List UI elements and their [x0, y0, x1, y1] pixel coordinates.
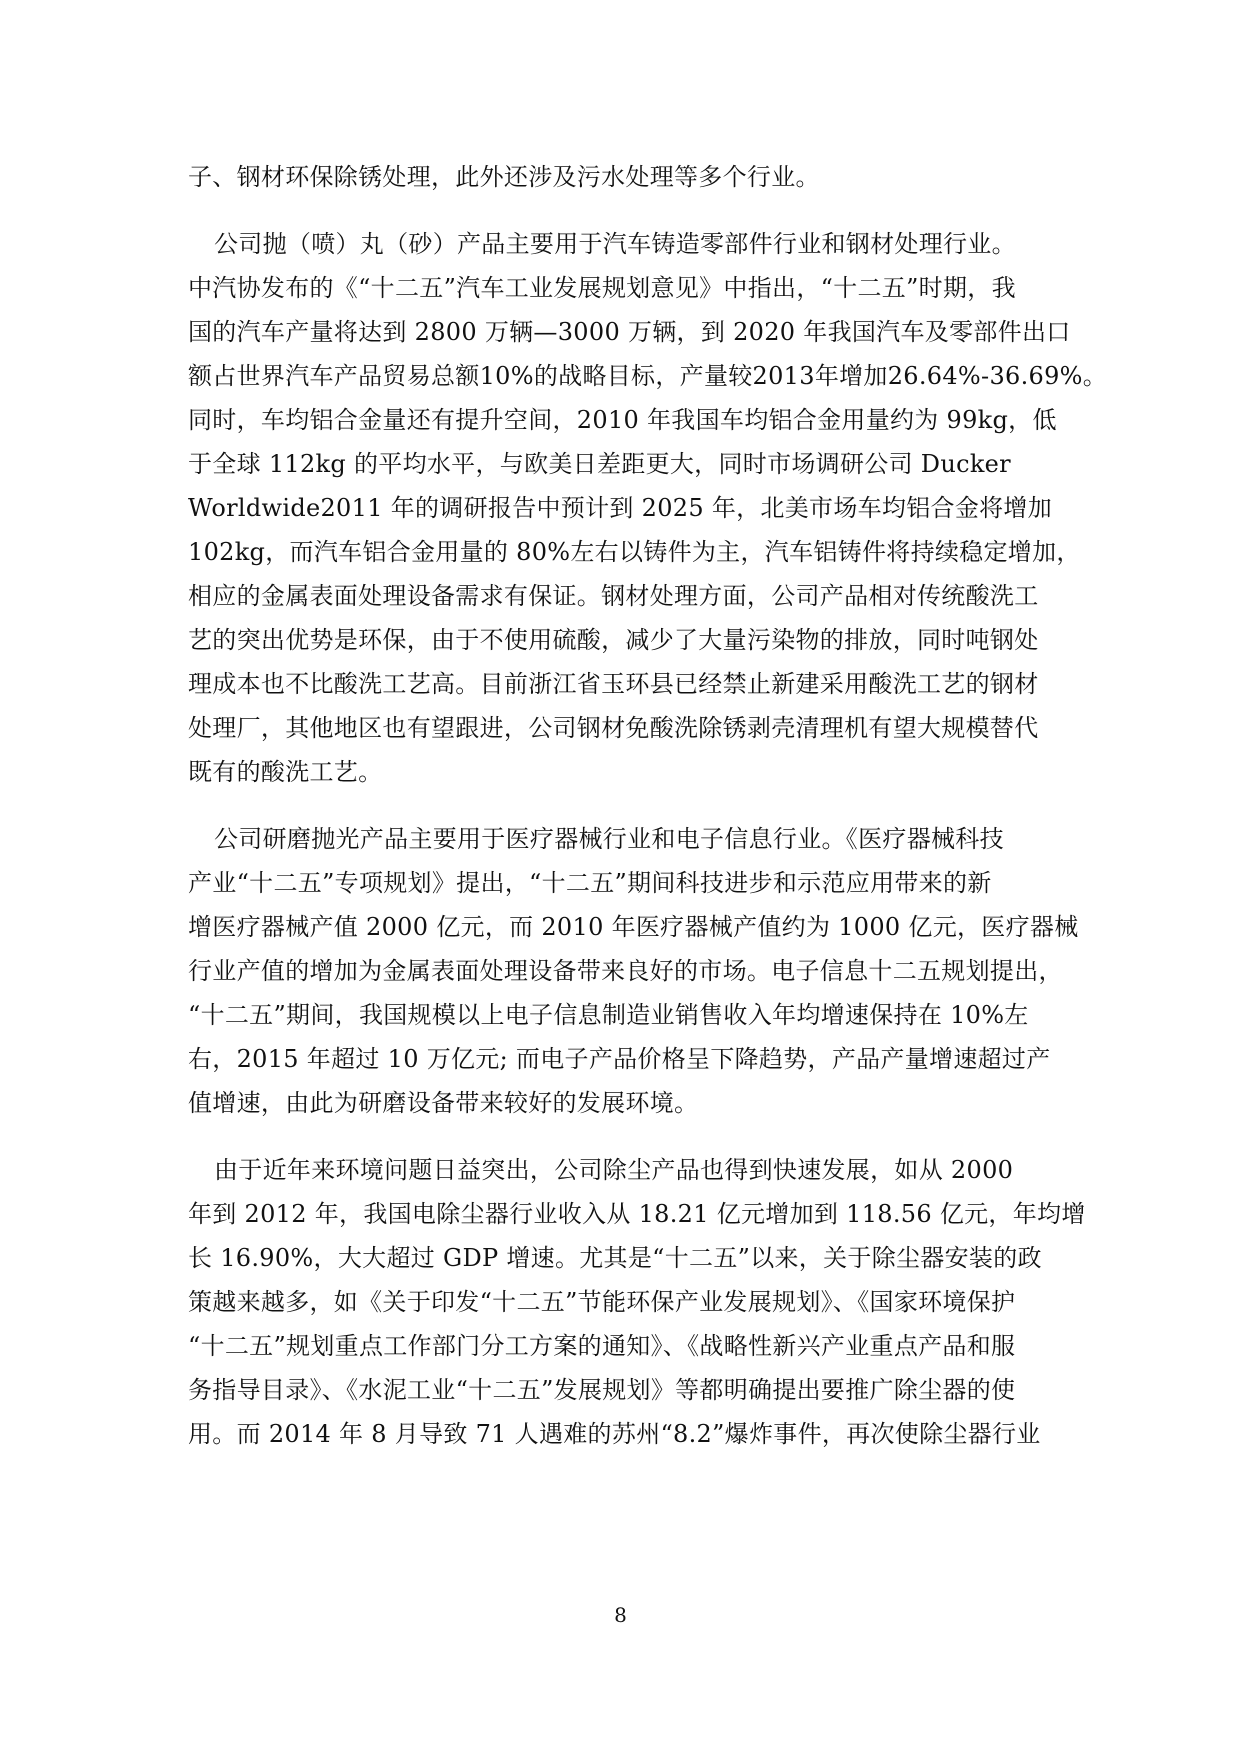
text-line: “十二五”期间，我国规模以上电子信息制造业销售收入年均增速保持在 10%左 [188, 1001, 1029, 1029]
text-line: 公司抛（喷）丸（砂）产品主要用于汽车铸造零部件行业和钢材处理行业。 [214, 230, 1016, 258]
text-line: 行业产值的增加为金属表面处理设备带来良好的市场。电子信息十二五规划提出， [188, 957, 1063, 985]
text-line: 艺的突出优势是环保，由于不使用硫酸，减少了大量污染物的排放，同时吨钢处 [188, 626, 1039, 654]
text-line: 既有的酸洗工艺。 [188, 758, 383, 786]
text-line: 处理厂，其他地区也有望跟进，公司钢材免酸洗除锈剥壳清理机有望大规模替代 [188, 714, 1039, 742]
text-line: 策越来越多，如《关于印发“十二五”节能环保产业发展规划》、《国家环境保护 [188, 1288, 1016, 1316]
text-line: 国的汽车产量将达到 2800 万辆—3000 万辆，到 2020 年我国汽车及零部件出口 [188, 318, 1071, 346]
text-line: 由于近年来环境问题日益突出，公司除尘产品也得到快速发展，如从 2000 [214, 1156, 1014, 1184]
text-line: 公司研磨抛光产品主要用于医疗器械行业和电子信息行业。《医疗器械科技 [214, 825, 1004, 853]
text-line: 子、钢材环保除锈处理，此外还涉及污水处理等多个行业。 [188, 163, 820, 191]
text-line: 中汽协发布的《“十二五”汽车工业发展规划意见》中指出，“十二五”时期，我 [188, 274, 1016, 302]
text-line: 务指导目录》、《水泥工业“十二五”发展规划》等都明确提出要推广除尘器的使 [188, 1376, 1016, 1404]
text-line: 于全球 112kg 的平均水平，与欧美日差距更大，同时市场调研公司 Ducker [188, 450, 1011, 478]
text-line: 相应的金属表面处理设备需求有保证。钢材处理方面，公司产品相对传统酸洗工 [188, 582, 1039, 610]
text-line: 额占世界汽车产品贸易总额10%的战略目标，产量较2013年增加26.64%-36.69%。 [188, 362, 1108, 390]
text-line: 右，2015 年超过 10 万亿元; 而电子产品价格呈下降趋势，产品产量增速超过产 [188, 1045, 1051, 1073]
text-line: 年到 2012 年，我国电除尘器行业收入从 18.21 亿元增加到 118.56 亿元，年均增 [188, 1200, 1086, 1228]
text-line: 产业“十二五”专项规划》提出，“十二五”期间科技进步和示范应用带来的新 [188, 869, 992, 897]
text-line: 用。而 2014 年 8 月导致 71 人遇难的苏州“8.2”爆炸事件，再次使除尘器行业 [188, 1420, 1041, 1448]
text-line: 102kg，而汽车铝合金用量的 80%左右以铸件为主，汽车铝铸件将持续稳定增加， [188, 538, 1081, 566]
text-line: “十二五”规划重点工作部门分工方案的通知》、《战略性新兴产业重点产品和服 [188, 1332, 1016, 1360]
text-line: 长 16.90%，大大超过 GDP 增速。尤其是“十二五”以来，关于除尘器安装的政 [188, 1244, 1042, 1272]
text-line: 值增速，由此为研磨设备带来较好的发展环境。 [188, 1089, 699, 1117]
text-line: Worldwide2011 年的调研报告中预计到 2025 年，北美市场车均铝合金将增加 [188, 494, 1053, 522]
text-line: 增医疗器械产值 2000 亿元，而 2010 年医疗器械产值约为 1000 亿元，医疗器械 [188, 913, 1079, 941]
text-line: 同时，车均铝合金量还有提升空间，2010 年我国车均铝合金用量约为 99kg，低 [188, 406, 1057, 434]
text-line: 理成本也不比酸洗工艺高。目前浙江省玉环县已经禁止新建采用酸洗工艺的钢材 [188, 670, 1039, 698]
page-number: 8 [614, 1603, 627, 1627]
